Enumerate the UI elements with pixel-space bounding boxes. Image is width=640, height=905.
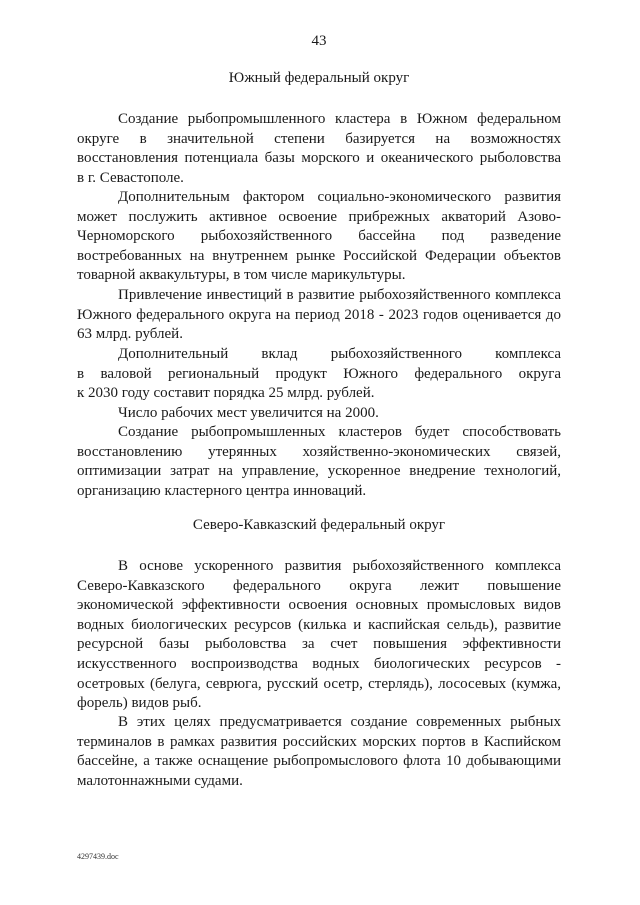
paragraph-south-5 xyxy=(77,404,561,424)
text-line: водных биологических ресурсов (килька и каспийская сельдь), развитие xyxy=(77,616,561,633)
text-line: округе в значительной степени базируется на возможностях xyxy=(77,130,561,147)
text-line: Черноморского рыбохозяйственного бассейна под разведение xyxy=(77,228,561,245)
text-line: Привлечение инвестиций в развитие рыбохозяйственного комплекса xyxy=(118,287,561,303)
text-line: малотоннажными судами. xyxy=(77,772,243,789)
text-line: Создание рыбопромышленных кластеров будет способствовать xyxy=(118,424,561,440)
section-title-south: Южный федеральный округ xyxy=(228,70,410,86)
paragraph-nc-1 xyxy=(77,557,561,714)
text-line: 63 млрд. рублей. xyxy=(77,326,183,343)
paragraph-south-6 xyxy=(77,423,561,501)
text-line: к 2030 году составит порядка 25 млрд. рублей. xyxy=(77,385,375,402)
page-number: 43 xyxy=(311,33,327,49)
text-line: Дополнительный вклад рыбохозяйственного комплекса xyxy=(118,346,561,362)
text-line: Северо-Кавказского федерального округа лежит повышение xyxy=(77,577,561,594)
paragraph-south-1 xyxy=(77,110,561,188)
text-line: Создание рыбопромышленного кластера в Южном федеральном xyxy=(118,111,561,127)
text-line: форель) видов рыб. xyxy=(77,695,202,712)
text-line: осетровых (белуга, севрюга, русский осетр, стерлядь), лососевых (кумжа, xyxy=(77,675,561,692)
text-line: восстановлению утерянных хозяйственно-экономических связей, xyxy=(77,443,561,460)
text-line: экономической эффективности освоения основных промысловых видов xyxy=(77,597,561,614)
text-line: терминалов в рамках развития российских морских портов в Каспийском xyxy=(77,733,561,750)
text-line: организацию кластерного центра инноваций. xyxy=(77,482,367,499)
paragraph-south-4 xyxy=(77,345,561,404)
text-line: В этих целях предусматривается создание современных рыбных xyxy=(118,714,561,730)
section-title-north-caucasus: Северо-Кавказский федеральный округ xyxy=(192,517,446,533)
text-line: искусственного воспроизводства водных биологических ресурсов - xyxy=(77,655,561,672)
text-line: оптимизации затрат на управление, ускоренное внедрение технологий, xyxy=(77,463,561,480)
text-line: В основе ускоренного развития рыбохозяйственного комплекса xyxy=(118,558,561,574)
footer-filename: 4297439.doc xyxy=(77,852,119,861)
text-line: востребованных на внутреннем рынке Российской Федерации объектов xyxy=(77,247,561,264)
text-line: бассейне, а также оснащение рыбопромыслового флота 10 добывающими xyxy=(77,753,561,770)
paragraph-south-3 xyxy=(77,286,561,345)
paragraph-nc-2 xyxy=(77,713,561,791)
text-line: Число рабочих мест увеличится на 2000. xyxy=(118,405,379,421)
text-line: восстановления потенциала базы морского и океанического рыболовства xyxy=(77,150,561,167)
text-line: Дополнительным фактором социально-экономического развития xyxy=(118,189,561,205)
text-line: в валовой региональный продукт Южного федерального округа xyxy=(77,365,561,382)
text-line: в г. Севастополе. xyxy=(77,169,184,186)
text-line: может послужить активное освоение прибрежных акваторий Азово- xyxy=(77,208,561,225)
paragraph-south-2 xyxy=(77,188,561,286)
text-line: Южного федерального округа на период 2018 - 2023 годов оценивается до xyxy=(77,306,561,323)
text-line: ресурсной базы рыболовства за счет повышения эффективности xyxy=(77,636,561,653)
text-line: товарной аквакультуры, в том числе марикультуры. xyxy=(77,267,406,284)
document-page xyxy=(77,0,561,905)
